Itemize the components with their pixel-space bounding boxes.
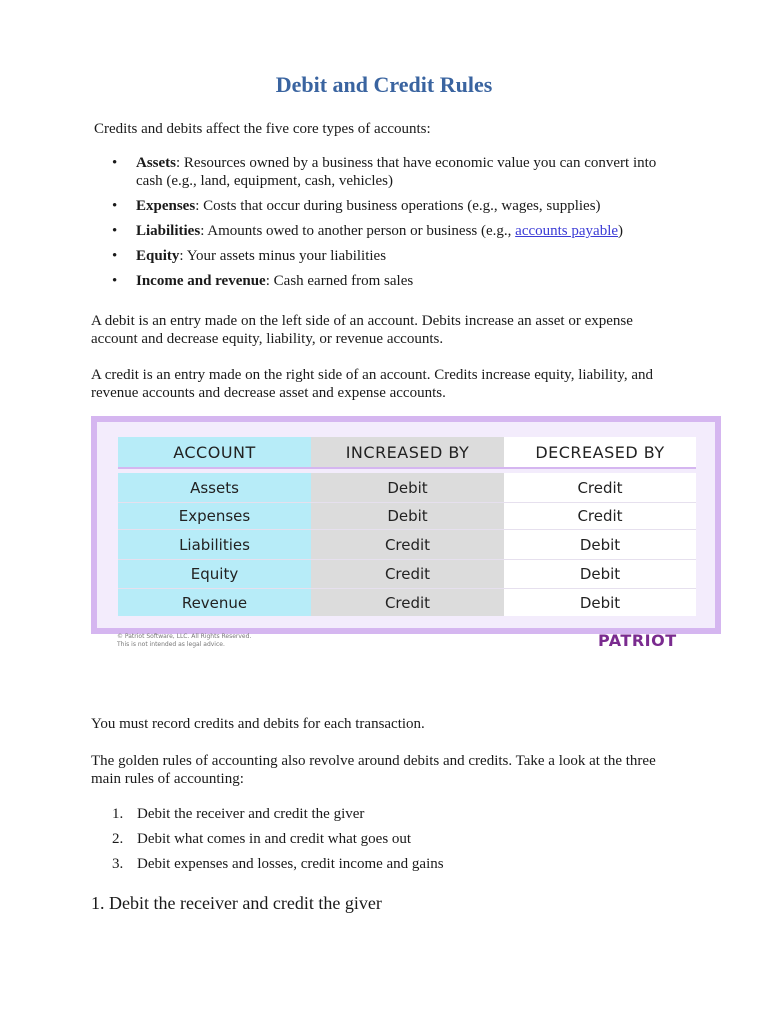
definition-text: : Cash earned from sales: [265, 273, 414, 289]
increased-by-cell: Debit: [311, 503, 504, 529]
debit-credit-rules-image: [91, 416, 721, 656]
account-cell: Equity: [118, 560, 311, 588]
closing-paren: ): [618, 223, 624, 239]
term-income-revenue: Income and revenue: [136, 273, 266, 289]
header-account: ACCOUNT: [118, 437, 311, 469]
table-row: [118, 473, 696, 502]
list-item: [112, 830, 444, 848]
term-liabilities: Liabilities: [136, 223, 201, 239]
table-row: [118, 529, 696, 559]
account-cell: Revenue: [118, 589, 311, 616]
term-equity: Equity: [136, 248, 180, 264]
copyright-line: © Patriot Software, LLC. All Rights Reserved.: [117, 633, 252, 640]
list-item: [112, 272, 672, 290]
header-increased-by: INCREASED BY: [311, 437, 504, 469]
accounts-payable-link[interactable]: accounts payable: [515, 223, 619, 239]
list-item: [112, 154, 672, 190]
decreased-by-cell: Credit: [504, 473, 696, 502]
list-item: [112, 222, 672, 240]
item-text: Debit what comes in and credit what goes out: [137, 831, 412, 847]
account-cell: Liabilities: [118, 530, 311, 559]
page-title: Debit and Credit Rules: [275, 72, 493, 97]
section-heading: 1. Debit the receiver and credit the giver: [91, 893, 382, 913]
increased-by-cell: Debit: [311, 473, 504, 502]
item-number: 2.: [112, 831, 124, 847]
table-row: [118, 502, 696, 529]
header-decreased-by: DECREASED BY: [504, 437, 696, 469]
account-types-list: [112, 154, 672, 290]
table-row: [118, 559, 696, 588]
image-frame: [91, 416, 721, 634]
debit-paragraph: A debit is an entry made on the left side of an account. Debits increase an asset or expense account and decrease equity, liability, or revenue accounts.: [91, 313, 633, 347]
copyright-notice: [117, 633, 251, 649]
list-item: [112, 247, 672, 265]
list-item: [112, 805, 444, 823]
intro-paragraph: Credits and debits affect the five core types of accounts:: [94, 121, 431, 137]
decreased-by-cell: Debit: [504, 589, 696, 616]
table-row: [118, 588, 696, 616]
decreased-by-cell: Credit: [504, 503, 696, 529]
item-text: Debit the receiver and credit the giver: [137, 806, 365, 822]
credit-paragraph: A credit is an entry made on the right side of an account. Credits increase equity, liability, and revenue accounts and decrease asset and expense accounts.: [91, 367, 654, 401]
term-assets: Assets: [136, 155, 176, 171]
definition-text: : Your assets minus your liabilities: [179, 248, 387, 264]
golden-rules-list: [112, 805, 444, 873]
patriot-logo: PATRIOT: [598, 631, 677, 650]
term-expenses: Expenses: [136, 198, 196, 214]
list-item: [112, 197, 672, 215]
rules-table: [118, 437, 696, 615]
increased-by-cell: Credit: [311, 560, 504, 588]
definition-text: : Amounts owed to another person or business (e.g.,: [200, 223, 516, 239]
item-number: 1.: [112, 806, 124, 822]
account-cell: Expenses: [118, 503, 311, 529]
table-header-row: [118, 437, 696, 469]
item-number: 3.: [112, 856, 124, 872]
definition-text: : Costs that occur during business operations (e.g., wages, supplies): [195, 198, 601, 214]
decreased-by-cell: Debit: [504, 560, 696, 588]
increased-by-cell: Credit: [311, 589, 504, 616]
account-cell: Assets: [118, 473, 311, 502]
definition-text: : Resources owned by a business that have economic value you can convert into: [176, 155, 657, 171]
disclaimer-line: This is not intended as legal advice.: [117, 641, 225, 648]
golden-rules-paragraph: The golden rules of accounting also revolve around debits and credits. Take a look at the three main rules of accounting:: [91, 753, 656, 787]
definition-text-continued: cash (e.g., land, equipment, cash, vehicles): [136, 173, 393, 189]
decreased-by-cell: Debit: [504, 530, 696, 559]
list-item: [112, 855, 444, 873]
record-paragraph: You must record credits and debits for each transaction.: [91, 716, 425, 732]
increased-by-cell: Credit: [311, 530, 504, 559]
item-text: Debit expenses and losses, credit income and gains: [137, 856, 444, 872]
